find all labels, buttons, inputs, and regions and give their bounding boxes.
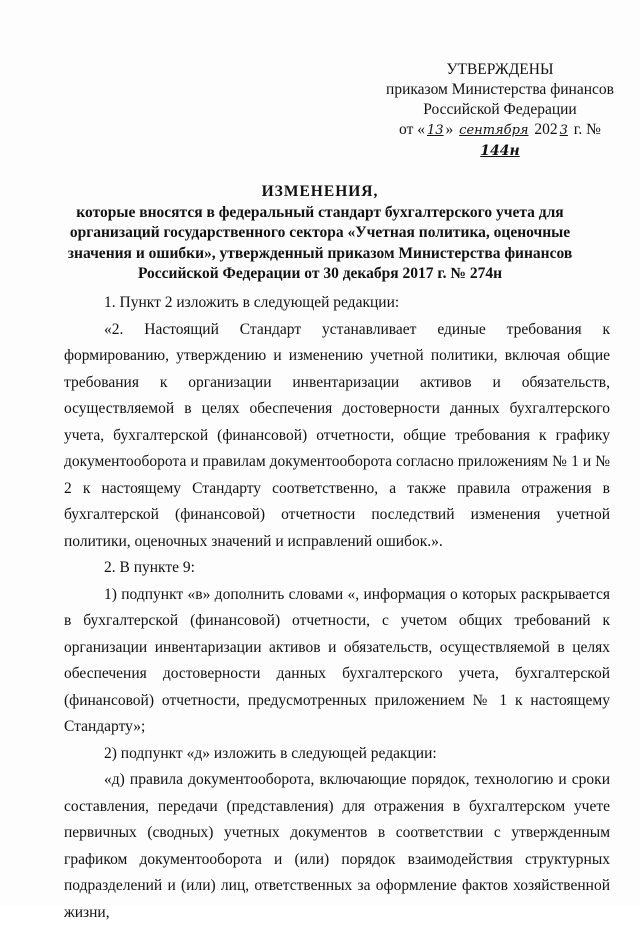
approval-stamp — [380, 60, 620, 161]
approval-line-ministry: приказом Министерства финансов — [386, 81, 614, 98]
number-prefix: г. № — [569, 121, 601, 138]
paragraph: 1) подпункт «в» дополнить словами «, информация о которых раскрывается в бухгалтерской (финансовой) отчетности, с учетом общих требований к организации инвентаризации активов и обязательств, осуществляемой в целях обеспечения достоверности данных бухгалтерского учета, бухгалтерской (финансовой) отчетности, предусмотренных приложением № 1 к настоящему Стандарту»; — [64, 585, 610, 735]
handwritten-order-number: 144н — [480, 143, 520, 159]
paragraph: «д) правила документооборота, включающие порядок, технологию и сроки составления, передачи (представления) для отражения в бухгалтерском учете первичных (сводных) учетных документов в соответствии с утвержденным графиком документооборота и (или) порядок взаимодействия структурных подразделений и (или) лиц, ответственных за оформление фактов хозяйственной жизни, — [64, 771, 610, 921]
paragraph: 1. Пункт 2 изложить в следующей редакции: — [104, 294, 400, 311]
handwritten-year-digit: 3 — [559, 123, 568, 138]
approval-date-line — [380, 120, 620, 161]
approval-line-country: Российской Федерации — [423, 101, 577, 118]
handwritten-day: 13 — [427, 123, 444, 138]
document-title — [60, 182, 580, 285]
paragraph: 2) подпункт «д» изложить в следующей редакции: — [104, 744, 437, 762]
title-main: ИЗМЕНЕНИЯ, — [261, 183, 379, 200]
approval-heading: УТВЕРЖДЕНЫ — [446, 61, 554, 78]
document-body — [64, 290, 610, 926]
year-prefix: 202 — [530, 121, 558, 138]
title-subtitle: которые вносятся в федеральный стандарт бухгалтерского учета для организаций государственного сектора «Учетная политика, оценочные значения и ошибки», утвержденный приказом Министерства финансов Российской Федерации от 30 декабря 2017 г. № 274н — [67, 203, 573, 282]
paragraph: «2. Настоящий Стандарт устанавливает единые требования к формированию, утверждению и изменению учетной политики, включая общие требования к организации инвентаризации активов и обязательств, осуществляемой в целях обеспечения достоверности данных бухгалтерского учета, бухгалтерской (финансовой) отчетности, общие требования к графику документооборота и правилам документооборота согласно приложениям № 1 и № 2 к настоящему Стандарту соответственно, а также правила отражения в бухгалтерской (финансовой) отчетности последствий изменения учетной политики, оценочных значений и исправлений ошибок.». — [64, 320, 610, 550]
date-mid: » — [445, 121, 458, 138]
date-prefix: от « — [399, 121, 425, 138]
paragraph: 2. В пункте 9: — [104, 559, 195, 576]
handwritten-month: сентября — [459, 123, 529, 138]
